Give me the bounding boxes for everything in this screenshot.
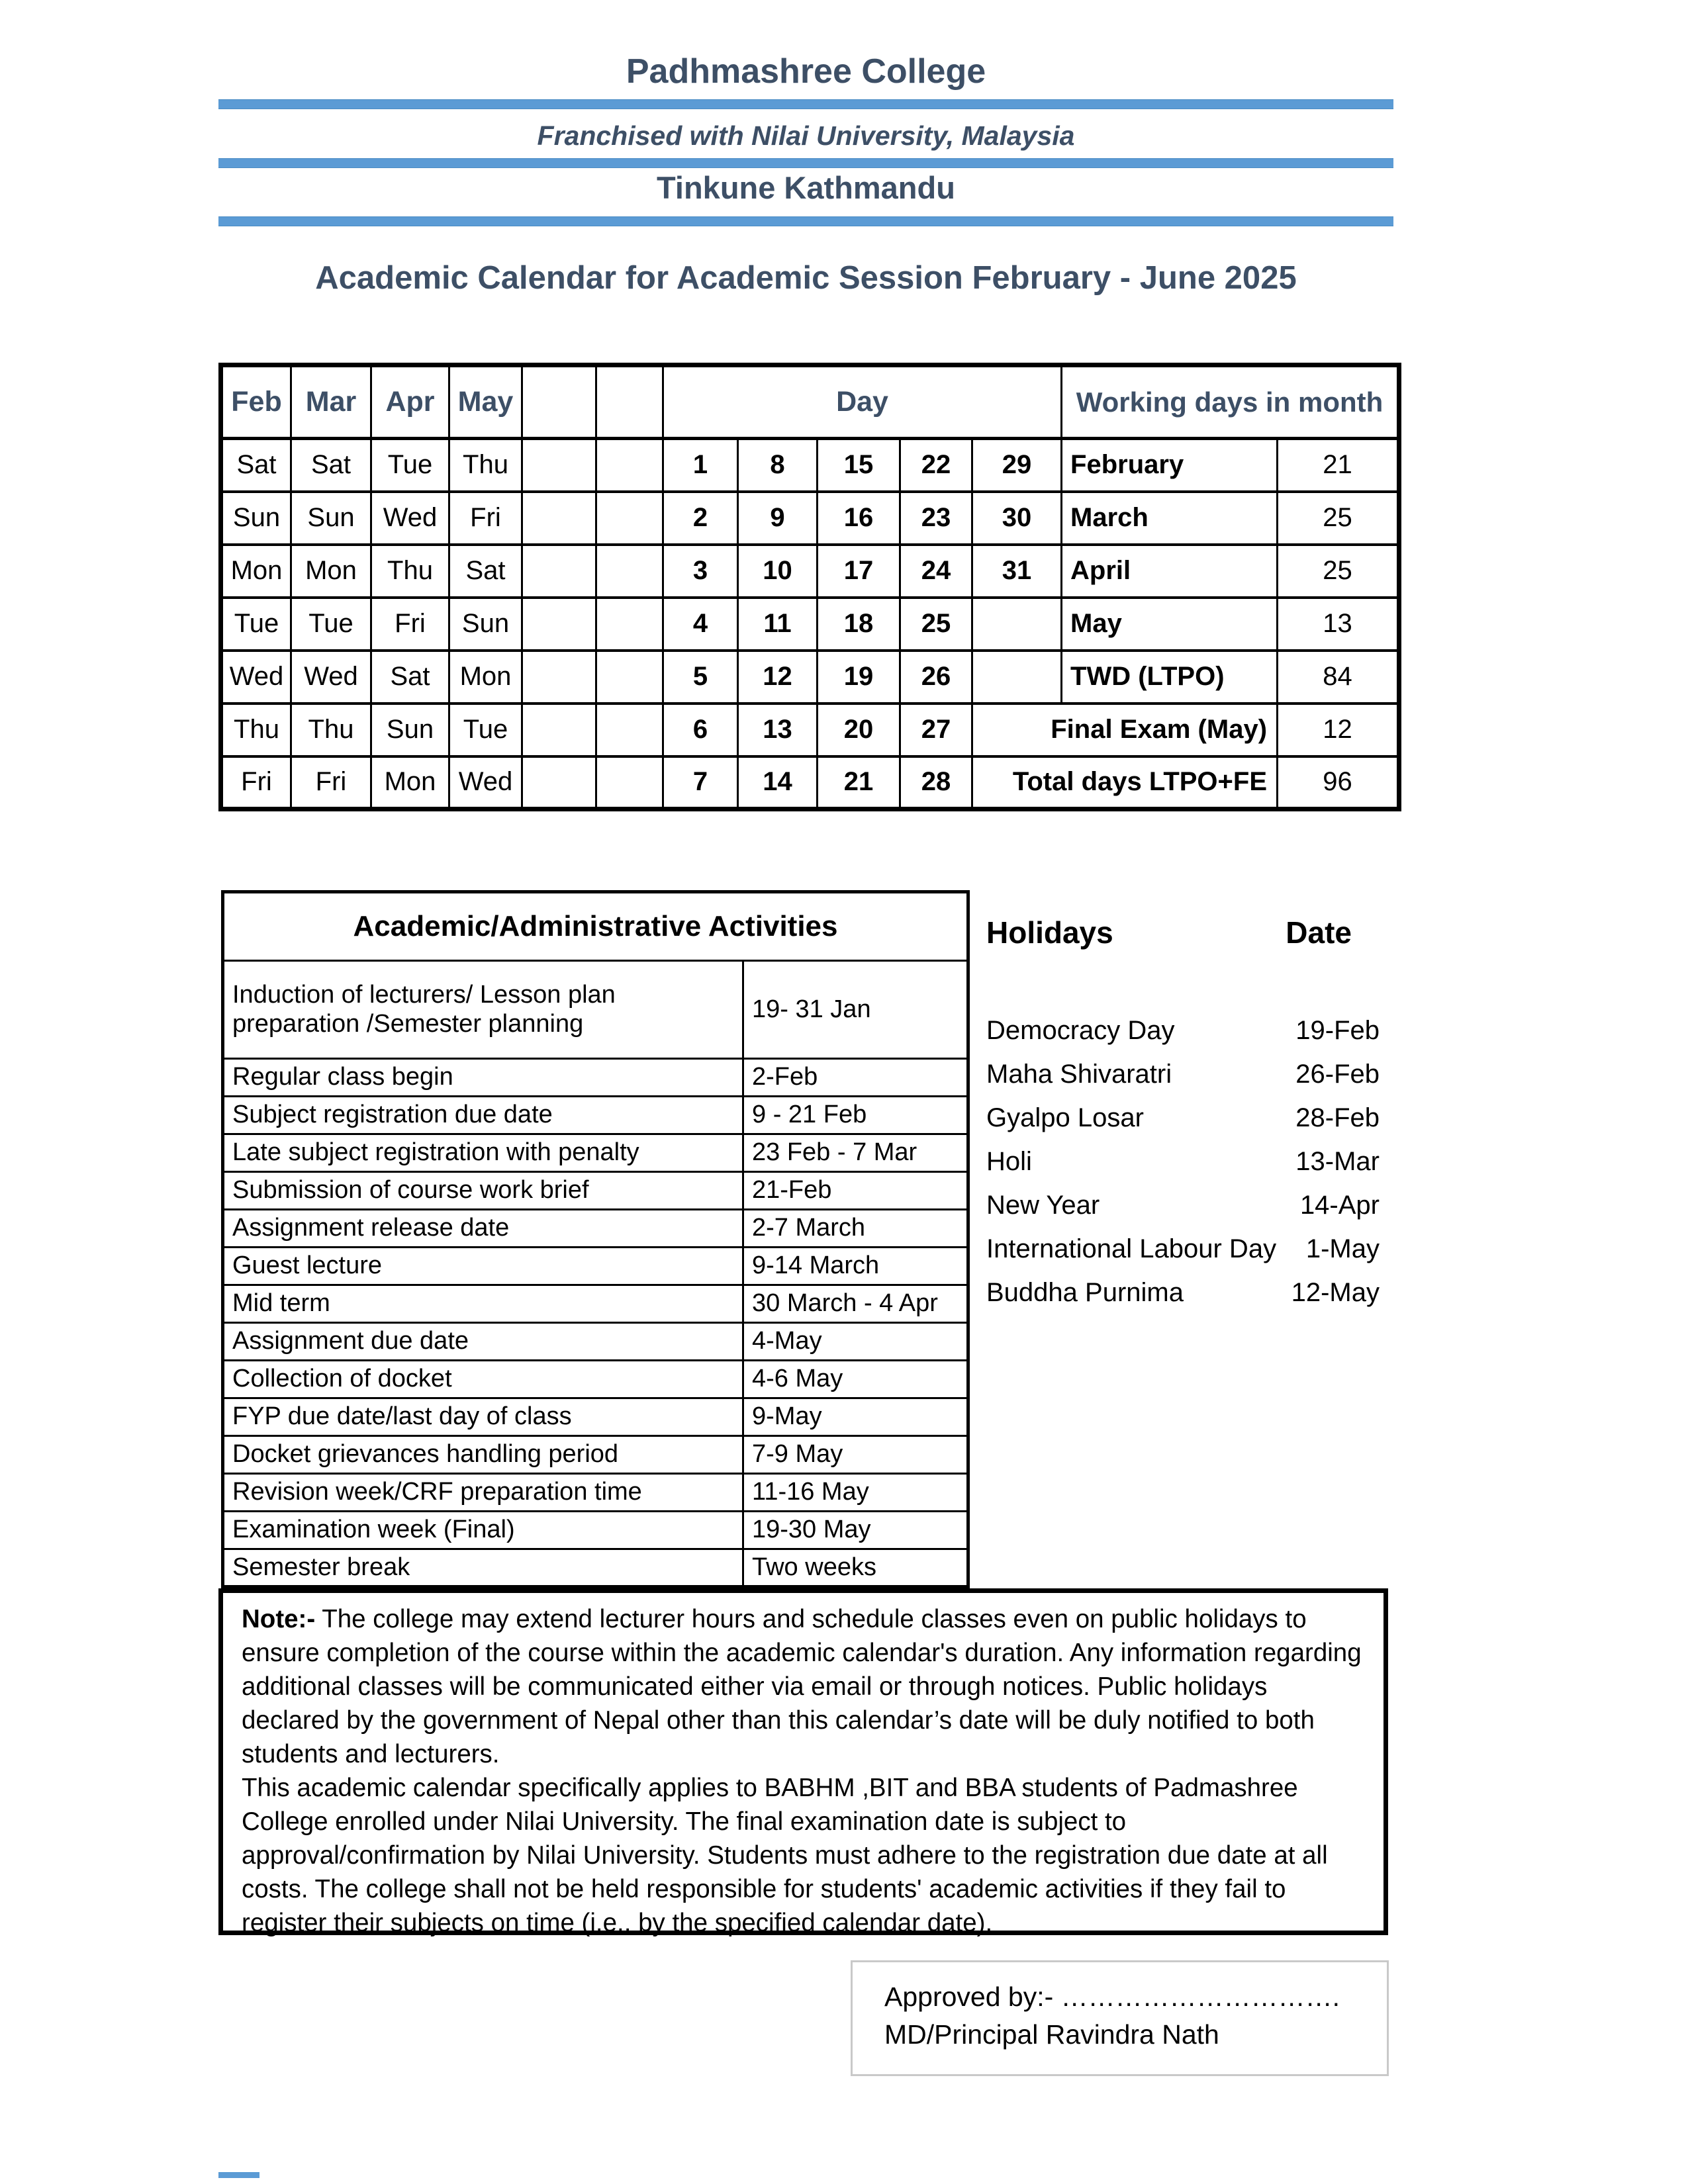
note-text-1: The college may extend lecturer hours and schedule classes even on public holidays to ensure completion of the course within the academic calendar's duration. Any information regarding additional classes will be communicated either via email or through notices. Public holidays declared by the government of Nepal other than this calendar’s date will be duly notified to both students and lecturers.: [242, 1605, 1362, 1768]
calendar-day-cell: 28: [900, 756, 972, 809]
calendar-empty-cell: [596, 492, 663, 545]
calendar-day-cell: 20: [818, 704, 900, 756]
activity-row: [223, 1172, 968, 1210]
calendar-day-cell: 13: [738, 704, 818, 756]
calendar-day-cell: 25: [900, 598, 972, 651]
calendar-month-label: April: [1062, 545, 1278, 598]
activity-name-cell: Subject registration due date: [223, 1097, 743, 1134]
activity-row: [223, 1436, 968, 1474]
calendar-day-cell: 17: [818, 545, 900, 598]
calendar-summary-label: Final Exam (May): [972, 704, 1278, 756]
calendar-row: [221, 492, 1399, 545]
activity-row: [223, 1549, 968, 1587]
header-divider-line: [218, 216, 1393, 226]
activity-name-cell: Semester break: [223, 1549, 743, 1587]
calendar-weekday-cell: Sun: [371, 704, 449, 756]
calendar-empty-cell: [522, 439, 596, 492]
calendar-row: [221, 651, 1399, 704]
calendar-weekday-cell: Sun: [291, 492, 371, 545]
calendar-empty-cell: [596, 704, 663, 756]
calendar-weekday-cell: Wed: [449, 756, 522, 809]
calendar-weekday-cell: Tue: [371, 439, 449, 492]
calendar-month-label: March: [1062, 492, 1278, 545]
calendar-day-cell: [972, 598, 1062, 651]
page-footer-accent: [218, 2172, 259, 2178]
calendar-weekday-cell: Tue: [449, 704, 522, 756]
calendar-month-header: Apr: [371, 365, 449, 439]
calendar-day-cell: 4: [663, 598, 738, 651]
holiday-row: [986, 1052, 1382, 1096]
calendar-day-cell: 27: [900, 704, 972, 756]
activity-name-cell: Assignment release date: [223, 1210, 743, 1248]
activity-name-cell: Late subject registration with penalty: [223, 1134, 743, 1172]
holidays-title: Holidays: [986, 915, 1113, 950]
calendar-weekday-cell: Mon: [221, 545, 291, 598]
activity-name-cell: Revision week/CRF preparation time: [223, 1474, 743, 1512]
activity-date-cell: 4-May: [743, 1323, 968, 1361]
activity-date-cell: 21-Feb: [743, 1172, 968, 1210]
activity-name-cell: Guest lecture: [223, 1248, 743, 1285]
principal-name-line: MD/Principal Ravindra Nath: [884, 2019, 1219, 2050]
header-divider-line: [218, 158, 1393, 168]
calendar-working-days-value: 96: [1278, 756, 1399, 809]
college-name: Padhmashree College: [626, 52, 986, 91]
calendar-weekday-cell: Fri: [449, 492, 522, 545]
calendar-day-cell: 6: [663, 704, 738, 756]
holidays-header: [986, 915, 1383, 950]
calendar-empty-cell: [522, 492, 596, 545]
calendar-day-cell: 18: [818, 598, 900, 651]
approval-box: [851, 1960, 1389, 2076]
holidays-list: [986, 1009, 1382, 1314]
activity-name-cell: Examination week (Final): [223, 1512, 743, 1549]
calendar-weekday-cell: Fri: [371, 598, 449, 651]
calendar-month-label: May: [1062, 598, 1278, 651]
activity-name-cell: Regular class begin: [223, 1059, 743, 1097]
calendar-empty-cell: [522, 704, 596, 756]
calendar-day-cell: 22: [900, 439, 972, 492]
activity-date-cell: 9-May: [743, 1398, 968, 1436]
calendar-working-days-value: 13: [1278, 598, 1399, 651]
calendar-weekday-cell: Thu: [221, 704, 291, 756]
calendar-weekday-cell: Sat: [449, 545, 522, 598]
activity-date-cell: 30 March - 4 Apr: [743, 1285, 968, 1323]
holiday-name: Gyalpo Losar: [986, 1103, 1144, 1132]
calendar-weekday-cell: Fri: [291, 756, 371, 809]
approved-by-line: Approved by:- ………………………….: [884, 1981, 1340, 2012]
calendar-empty-cell: [522, 756, 596, 809]
calendar-weekday-cell: Sat: [221, 439, 291, 492]
calendar-day-cell: 29: [972, 439, 1062, 492]
calendar-weekday-cell: Mon: [371, 756, 449, 809]
calendar-empty-header: [596, 365, 663, 439]
calendar-weekday-cell: Mon: [291, 545, 371, 598]
activity-date-cell: 9-14 March: [743, 1248, 968, 1285]
calendar-weekday-cell: Fri: [221, 756, 291, 809]
calendar-day-cell: 9: [738, 492, 818, 545]
holiday-date: 1-May: [1305, 1234, 1380, 1263]
calendar-row: [221, 439, 1399, 492]
activity-date-cell: 2-7 March: [743, 1210, 968, 1248]
holiday-row: [986, 1009, 1382, 1052]
calendar-weekday-cell: Wed: [371, 492, 449, 545]
holiday-name: Maha Shivaratri: [986, 1059, 1172, 1089]
calendar-row: [221, 598, 1399, 651]
page-title: Academic Calendar for Academic Session February - June 2025: [315, 260, 1297, 296]
holiday-date: 12-May: [1291, 1277, 1380, 1307]
calendar-day-cell: 3: [663, 545, 738, 598]
calendar-day-cell: 15: [818, 439, 900, 492]
calendar-weekday-cell: Tue: [291, 598, 371, 651]
activity-row: [223, 1059, 968, 1097]
calendar-day-cell: 21: [818, 756, 900, 809]
calendar-working-days-value: 25: [1278, 492, 1399, 545]
activity-row: [223, 1210, 968, 1248]
calendar-day-cell: 10: [738, 545, 818, 598]
holiday-date: 26-Feb: [1295, 1059, 1380, 1089]
note-paragraph-1: [242, 1602, 1365, 1771]
location-line: Tinkune Kathmandu: [657, 170, 955, 205]
activities-title: Academic/Administrative Activities: [223, 892, 968, 961]
activity-row: [223, 1512, 968, 1549]
holiday-name: Buddha Purnima: [986, 1277, 1184, 1307]
calendar-empty-cell: [596, 756, 663, 809]
calendar-weekday-cell: Sun: [221, 492, 291, 545]
holiday-row: [986, 1271, 1382, 1314]
calendar-month-label: TWD (LTPO): [1062, 651, 1278, 704]
activity-name-cell: Docket grievances handling period: [223, 1436, 743, 1474]
activity-row: [223, 1248, 968, 1285]
calendar-table: [218, 363, 1401, 811]
calendar-day-cell: 11: [738, 598, 818, 651]
calendar-weekday-cell: Wed: [221, 651, 291, 704]
holiday-name: New Year: [986, 1190, 1100, 1220]
calendar-month-header: May: [449, 365, 522, 439]
calendar-day-cell: 12: [738, 651, 818, 704]
calendar-day-cell: [972, 651, 1062, 704]
activity-date-cell: 9 - 21 Feb: [743, 1097, 968, 1134]
activity-row: [223, 1134, 968, 1172]
calendar-month-label: February: [1062, 439, 1278, 492]
calendar-day-cell: 31: [972, 545, 1062, 598]
calendar-weekday-cell: Sun: [449, 598, 522, 651]
activity-date-cell: 4-6 May: [743, 1361, 968, 1398]
header-divider-line: [218, 99, 1393, 109]
activity-row: [223, 961, 968, 1059]
calendar-weekday-cell: Thu: [371, 545, 449, 598]
activity-date-cell: 19-30 May: [743, 1512, 968, 1549]
calendar-empty-cell: [596, 439, 663, 492]
holiday-name: International Labour Day: [986, 1234, 1277, 1263]
calendar-weekday-cell: Thu: [449, 439, 522, 492]
calendar-row: [221, 704, 1399, 756]
holiday-date: 13-Mar: [1295, 1146, 1380, 1176]
calendar-header-row: [221, 365, 1399, 439]
calendar-weekday-cell: Sat: [371, 651, 449, 704]
activity-name-cell: Induction of lecturers/ Lesson plan preparation /Semester planning: [223, 961, 743, 1059]
activity-row: [223, 1097, 968, 1134]
calendar-day-cell: 8: [738, 439, 818, 492]
calendar-day-cell: 26: [900, 651, 972, 704]
activity-date-cell: 7-9 May: [743, 1436, 968, 1474]
activity-date-cell: 19- 31 Jan: [743, 961, 968, 1059]
note-paragraph-2: This academic calendar specifically applies to BABHM ,BIT and BBA students of Padmashree College enrolled under Nilai University. The final examination date is subject to approval/confirmation by Nilai University. Students must adhere to the registration due date at all costs. The college shall not be held responsible for students' academic activities if they fail to register their subjects on time (i.e., by the specified calendar date).: [242, 1774, 1328, 1937]
calendar-empty-cell: [596, 598, 663, 651]
calendar-summary-label: Total days LTPO+FE: [972, 756, 1278, 809]
franchise-line: Franchised with Nilai University, Malaysia: [537, 120, 1075, 151]
calendar-empty-cell: [522, 651, 596, 704]
holiday-date: 28-Feb: [1295, 1103, 1380, 1132]
note-box: [218, 1588, 1388, 1935]
holiday-row: [986, 1227, 1382, 1271]
calendar-weekday-cell: Tue: [221, 598, 291, 651]
holiday-date: 19-Feb: [1295, 1015, 1380, 1045]
activity-name-cell: FYP due date/last day of class: [223, 1398, 743, 1436]
activity-name-cell: Mid term: [223, 1285, 743, 1323]
calendar-working-days-value: 25: [1278, 545, 1399, 598]
calendar-month-header: Feb: [221, 365, 291, 439]
holiday-row: [986, 1183, 1382, 1227]
activities-table: [221, 890, 970, 1588]
activity-row: [223, 1398, 968, 1436]
activity-row: [223, 1361, 968, 1398]
activity-row: [223, 1474, 968, 1512]
holidays-section: [986, 915, 1383, 950]
calendar-row: [221, 545, 1399, 598]
calendar-row: [221, 756, 1399, 809]
activity-date-cell: Two weeks: [743, 1549, 968, 1587]
calendar-empty-cell: [596, 545, 663, 598]
calendar-day-header: Day: [663, 365, 1062, 439]
holiday-row: [986, 1096, 1382, 1140]
calendar-working-days-value: 84: [1278, 651, 1399, 704]
activities-header-row: [223, 892, 968, 961]
calendar-day-cell: 1: [663, 439, 738, 492]
calendar-weekday-cell: Wed: [291, 651, 371, 704]
calendar-weekday-cell: Sat: [291, 439, 371, 492]
calendar-weekday-cell: Thu: [291, 704, 371, 756]
calendar-working-days-header: Working days in month: [1062, 365, 1399, 439]
activity-row: [223, 1285, 968, 1323]
calendar-day-cell: 14: [738, 756, 818, 809]
activity-name-cell: Submission of course work brief: [223, 1172, 743, 1210]
calendar-day-cell: 30: [972, 492, 1062, 545]
activity-row: [223, 1323, 968, 1361]
calendar-day-cell: 19: [818, 651, 900, 704]
activity-name-cell: Collection of docket: [223, 1361, 743, 1398]
note-label: Note:-: [242, 1605, 316, 1633]
calendar-day-cell: 7: [663, 756, 738, 809]
calendar-day-cell: 2: [663, 492, 738, 545]
calendar-weekday-cell: Mon: [449, 651, 522, 704]
calendar-empty-cell: [522, 598, 596, 651]
activity-date-cell: 23 Feb - 7 Mar: [743, 1134, 968, 1172]
calendar-month-header: Mar: [291, 365, 371, 439]
calendar-day-cell: 16: [818, 492, 900, 545]
calendar-empty-header: [522, 365, 596, 439]
calendar-working-days-value: 12: [1278, 704, 1399, 756]
calendar-day-cell: 23: [900, 492, 972, 545]
activity-name-cell: Assignment due date: [223, 1323, 743, 1361]
calendar-empty-cell: [522, 545, 596, 598]
holiday-date: 14-Apr: [1299, 1190, 1380, 1220]
calendar-working-days-value: 21: [1278, 439, 1399, 492]
holidays-date-header: Date: [1286, 915, 1352, 950]
calendar-day-cell: 24: [900, 545, 972, 598]
calendar-day-cell: 5: [663, 651, 738, 704]
holiday-row: [986, 1140, 1382, 1183]
holiday-name: Holi: [986, 1146, 1032, 1176]
holiday-name: Democracy Day: [986, 1015, 1175, 1045]
activity-date-cell: 11-16 May: [743, 1474, 968, 1512]
calendar-empty-cell: [596, 651, 663, 704]
activity-date-cell: 2-Feb: [743, 1059, 968, 1097]
